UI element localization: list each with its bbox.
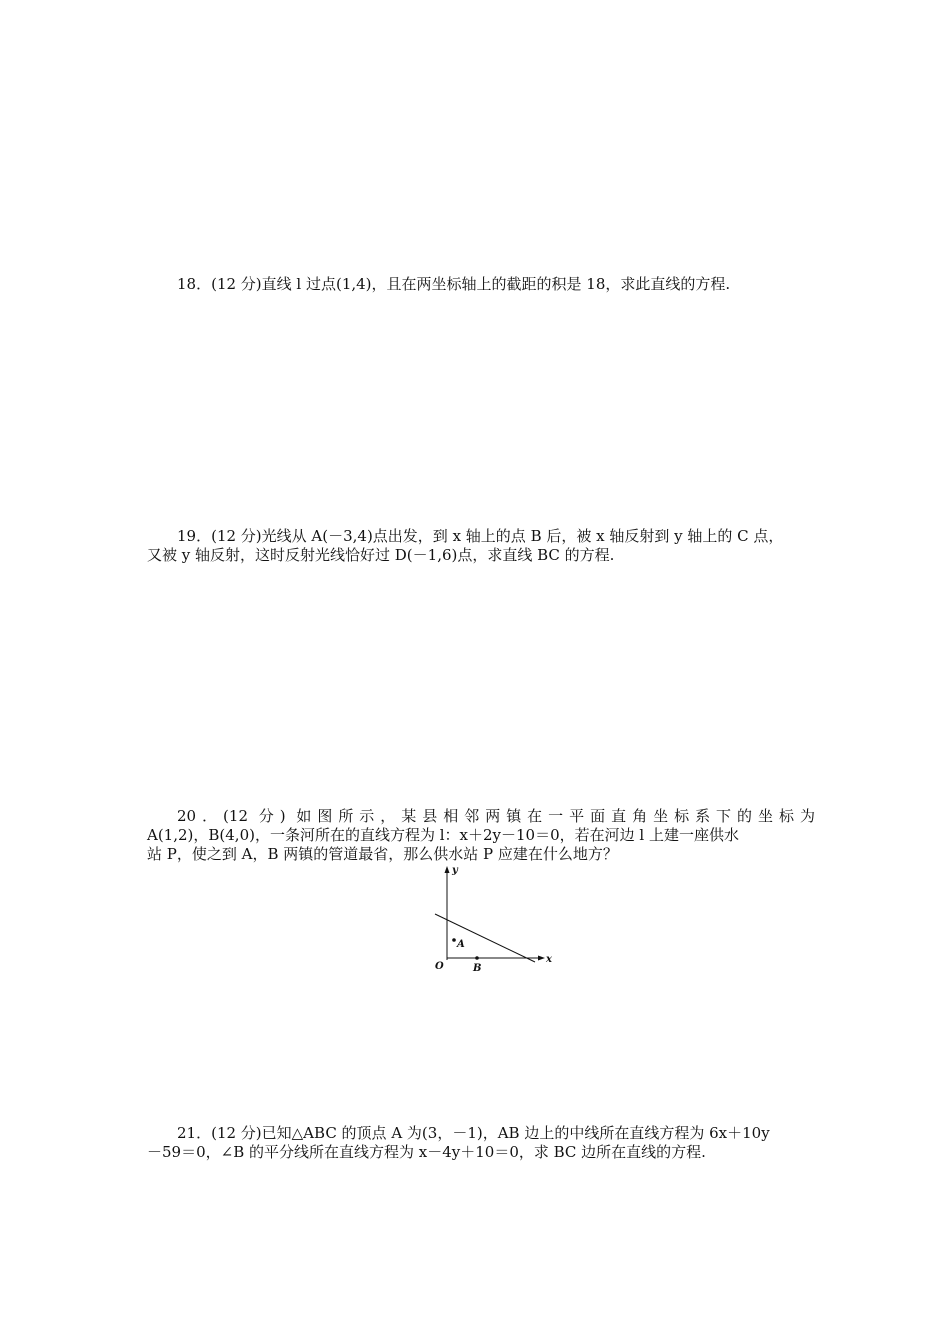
x-axis-label: x — [546, 954, 552, 965]
question-20-line-2: A(1,2)，B(4,0)，一条河所在的直线方程为 l：x＋2y－10＝0，若在河边 l 上建一座供水 — [147, 826, 739, 844]
point-b-dot — [475, 956, 479, 960]
x-axis-arrow — [538, 956, 545, 961]
question-18-line-1: 18．(12 分)直线 l 过点(1,4)，且在两坐标轴上的截距的积是 18，求此直线的方程. — [177, 275, 731, 293]
y-axis-label: y — [452, 865, 458, 876]
question-18 — [147, 275, 815, 294]
question-19 — [147, 527, 815, 565]
question-20-line-1: 20．(12 分) 如图所示，某县相邻两镇在一平面直角坐标系下的坐标为 — [177, 807, 815, 825]
point-a-label: A — [457, 939, 465, 950]
point-a-dot — [452, 938, 456, 942]
question-19-line-1: 19．(12 分)光线从 A(－3,4)点出发，到 x 轴上的点 B 后，被 x 轴反射到 y 轴上的 C 点， — [177, 527, 784, 545]
question-21-line-1: 21．(12 分)已知△ABC 的顶点 A 为(3，－1)，AB 边上的中线所在直线方程为 6x＋10y — [177, 1124, 770, 1142]
question-21-line-2: －59＝0，∠B 的平分线所在直线方程为 x－4y＋10＝0，求 BC 边所在直线的方程. — [147, 1143, 706, 1161]
point-b-label: B — [473, 963, 482, 974]
question-20 — [147, 807, 815, 864]
question-19-line-2: 又被 y 轴反射，这时反射光线恰好过 D(－1,6)点，求直线 BC 的方程. — [147, 546, 615, 564]
coordinate-figure — [425, 862, 560, 974]
question-21 — [147, 1124, 815, 1162]
river-line-l — [435, 914, 535, 962]
question-20-line-3: 站 P，使之到 A，B 两镇的管道最省，那么供水站 P 应建在什么地方？ — [147, 845, 618, 863]
y-axis-arrow — [445, 866, 450, 873]
origin-label: O — [435, 961, 444, 972]
